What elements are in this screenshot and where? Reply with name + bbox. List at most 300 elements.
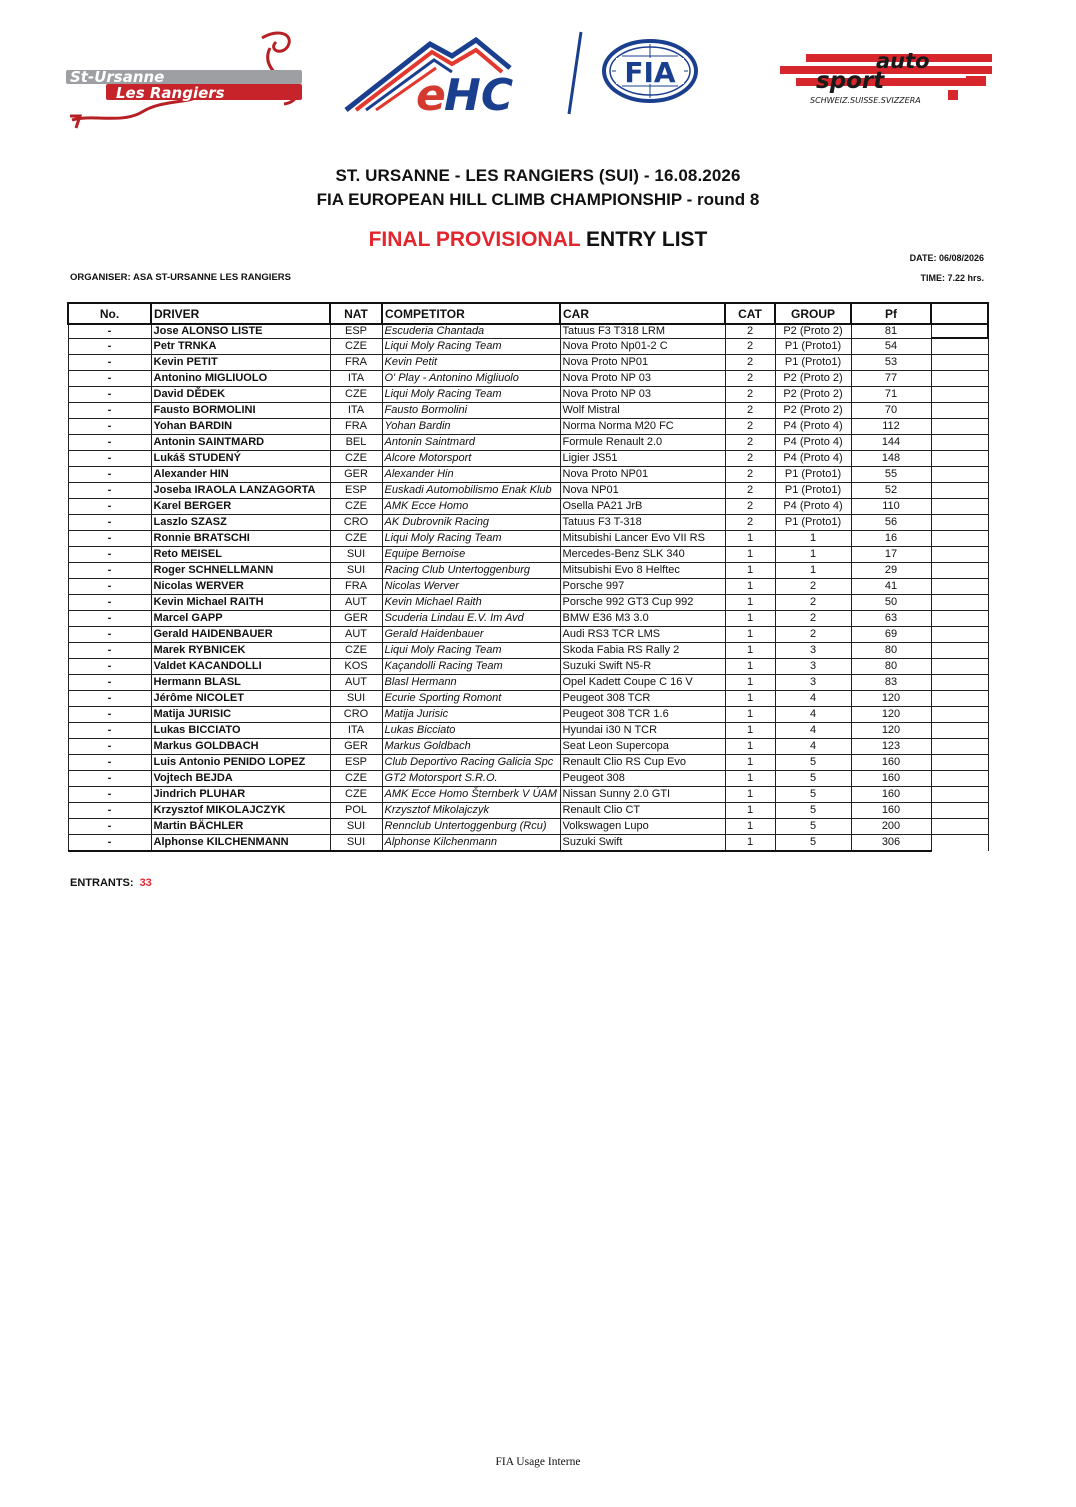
cell-nat: CZE bbox=[330, 451, 382, 467]
cell-competitor: Gerald Haidenbauer bbox=[382, 627, 560, 643]
cell-driver: Joseba IRAOLA LANZAGORTA bbox=[151, 483, 330, 499]
time-label: TIME: 7.22 hrs. bbox=[920, 273, 984, 283]
cell-extra bbox=[931, 419, 988, 435]
cell-competitor: Racing Club Untertoggenburg bbox=[382, 563, 560, 579]
cell-cat: 1 bbox=[725, 595, 775, 611]
cell-competitor: Kevin Michael Raith bbox=[382, 595, 560, 611]
cell-driver: Antonino MIGLIUOLO bbox=[151, 371, 330, 387]
cell-competitor: GT2 Motorsport S.R.O. bbox=[382, 771, 560, 787]
list-title-main: ENTRY LIST bbox=[580, 228, 708, 251]
cell-cat: 2 bbox=[725, 338, 775, 355]
entrants-label: ENTRANTS: bbox=[70, 877, 134, 889]
cell-no: - bbox=[68, 643, 151, 659]
cell-extra bbox=[931, 579, 988, 595]
cell-driver: Jindrich PLUHAR bbox=[151, 787, 330, 803]
cell-no: - bbox=[68, 419, 151, 435]
cell-car: Tatuus F3 T318 LRM bbox=[560, 324, 725, 338]
table-row bbox=[68, 723, 988, 739]
cell-car: Norma Norma M20 FC bbox=[560, 419, 725, 435]
table-row bbox=[68, 483, 988, 499]
cell-pf: 80 bbox=[851, 659, 931, 675]
table-row bbox=[68, 547, 988, 563]
cell-group: P4 (Proto 4) bbox=[775, 499, 851, 515]
col-header-extra bbox=[931, 303, 988, 324]
cell-group: 5 bbox=[775, 787, 851, 803]
table-body bbox=[68, 324, 988, 851]
cell-competitor: Euskadi Automobilismo Enak Klub bbox=[382, 483, 560, 499]
cell-nat: AUT bbox=[330, 627, 382, 643]
cell-car: Nissan Sunny 2.0 GTI bbox=[560, 787, 725, 803]
cell-extra bbox=[931, 371, 988, 387]
cell-driver: Reto MEISEL bbox=[151, 547, 330, 563]
cell-no: - bbox=[68, 338, 151, 355]
cell-cat: 1 bbox=[725, 563, 775, 579]
cell-nat: CZE bbox=[330, 499, 382, 515]
cell-group: 3 bbox=[775, 659, 851, 675]
cell-no: - bbox=[68, 691, 151, 707]
cell-extra bbox=[931, 547, 988, 563]
cell-car: Volkswagen Lupo bbox=[560, 819, 725, 835]
cell-driver: Alexander HIN bbox=[151, 467, 330, 483]
cell-pf: 144 bbox=[851, 435, 931, 451]
table-row bbox=[68, 835, 988, 852]
table-row bbox=[68, 371, 988, 387]
championship-title: FIA EUROPEAN HILL CLIMB CHAMPIONSHIP - round 8 bbox=[316, 190, 760, 209]
cell-group: P2 (Proto 2) bbox=[775, 324, 851, 338]
cell-extra bbox=[931, 595, 988, 611]
cell-group: 3 bbox=[775, 643, 851, 659]
cell-no: - bbox=[68, 803, 151, 819]
cell-car: Suzuki Swift bbox=[560, 835, 725, 852]
cell-extra bbox=[931, 611, 988, 627]
cell-cat: 1 bbox=[725, 835, 775, 852]
col-header-group: GROUP bbox=[775, 303, 851, 324]
cell-car: Tatuus F3 T-318 bbox=[560, 515, 725, 531]
cell-extra bbox=[931, 403, 988, 419]
cell-extra bbox=[931, 835, 988, 852]
entry-list-table bbox=[67, 302, 989, 852]
col-header-driver: DRIVER bbox=[151, 303, 330, 324]
table-row bbox=[68, 451, 988, 467]
organiser-label: ORGANISER: ASA ST-URSANNE LES RANGIERS bbox=[70, 272, 291, 283]
table-row bbox=[68, 355, 988, 371]
cell-nat: CZE bbox=[330, 787, 382, 803]
cell-group: P2 (Proto 2) bbox=[775, 403, 851, 419]
cell-cat: 1 bbox=[725, 819, 775, 835]
svg-text:St-Ursanne: St-Ursanne bbox=[70, 68, 165, 86]
cell-pf: 83 bbox=[851, 675, 931, 691]
cell-group: 2 bbox=[775, 579, 851, 595]
cell-no: - bbox=[68, 755, 151, 771]
cell-car: Hyundai i30 N TCR bbox=[560, 723, 725, 739]
cell-car: Porsche 992 GT3 Cup 992 bbox=[560, 595, 725, 611]
cell-nat: FRA bbox=[330, 355, 382, 371]
cell-group: P1 (Proto1) bbox=[775, 515, 851, 531]
cell-pf: 306 bbox=[851, 835, 931, 852]
cell-driver: Laszlo SZASZ bbox=[151, 515, 330, 531]
cell-car: Peugeot 308 bbox=[560, 771, 725, 787]
cell-cat: 2 bbox=[725, 467, 775, 483]
cell-nat: AUT bbox=[330, 595, 382, 611]
cell-no: - bbox=[68, 355, 151, 371]
table-row bbox=[68, 691, 988, 707]
cell-pf: 120 bbox=[851, 691, 931, 707]
cell-group: 4 bbox=[775, 739, 851, 755]
cell-cat: 2 bbox=[725, 515, 775, 531]
table-row bbox=[68, 435, 988, 451]
cell-car: Suzuki Swift N5-R bbox=[560, 659, 725, 675]
cell-car: Mercedes-Benz SLK 340 bbox=[560, 547, 725, 563]
cell-car: Porsche 997 bbox=[560, 579, 725, 595]
cell-pf: 160 bbox=[851, 803, 931, 819]
cell-pf: 63 bbox=[851, 611, 931, 627]
cell-cat: 1 bbox=[725, 755, 775, 771]
cell-group: 5 bbox=[775, 755, 851, 771]
cell-group: P1 (Proto1) bbox=[775, 338, 851, 355]
cell-driver: Hermann BLASL bbox=[151, 675, 330, 691]
cell-nat: CZE bbox=[330, 338, 382, 355]
cell-competitor: Liqui Moly Racing Team bbox=[382, 338, 560, 355]
cell-group: P2 (Proto 2) bbox=[775, 371, 851, 387]
cell-nat: SUI bbox=[330, 563, 382, 579]
cell-driver: Krzysztof MIKOLAJCZYK bbox=[151, 803, 330, 819]
logo-bar bbox=[0, 0, 1076, 150]
cell-driver: Kevin PETIT bbox=[151, 355, 330, 371]
cell-cat: 2 bbox=[725, 451, 775, 467]
cell-cat: 1 bbox=[725, 611, 775, 627]
auto-sport-logo bbox=[776, 48, 996, 110]
svg-text:auto: auto bbox=[876, 49, 930, 73]
cell-extra bbox=[931, 387, 988, 403]
cell-driver: Petr TRNKA bbox=[151, 338, 330, 355]
cell-pf: 29 bbox=[851, 563, 931, 579]
cell-no: - bbox=[68, 659, 151, 675]
cell-cat: 1 bbox=[725, 579, 775, 595]
cell-competitor: Liqui Moly Racing Team bbox=[382, 387, 560, 403]
cell-competitor: Club Deportivo Racing Galicia Spc bbox=[382, 755, 560, 771]
cell-extra bbox=[931, 451, 988, 467]
cell-cat: 2 bbox=[725, 355, 775, 371]
cell-pf: 123 bbox=[851, 739, 931, 755]
logo-divider bbox=[565, 30, 585, 116]
cell-no: - bbox=[68, 819, 151, 835]
cell-competitor: Nicolas Werver bbox=[382, 579, 560, 595]
cell-competitor: O' Play - Antonino Migliuolo bbox=[382, 371, 560, 387]
table-row bbox=[68, 755, 988, 771]
cell-extra bbox=[931, 324, 988, 338]
cell-group: 1 bbox=[775, 563, 851, 579]
table-row bbox=[68, 419, 988, 435]
cell-no: - bbox=[68, 771, 151, 787]
cell-group: 1 bbox=[775, 547, 851, 563]
cell-nat: CZE bbox=[330, 643, 382, 659]
cell-driver: Vojtech BEJDA bbox=[151, 771, 330, 787]
cell-car: Mitsubishi Evo 8 Helftec bbox=[560, 563, 725, 579]
cell-group: 3 bbox=[775, 675, 851, 691]
cell-pf: 71 bbox=[851, 387, 931, 403]
table-row bbox=[68, 324, 988, 338]
col-header-cat: CAT bbox=[725, 303, 775, 324]
cell-driver: Fausto BORMOLINI bbox=[151, 403, 330, 419]
cell-no: - bbox=[68, 483, 151, 499]
table-row bbox=[68, 563, 988, 579]
cell-nat: ESP bbox=[330, 483, 382, 499]
col-header-no: No. bbox=[68, 303, 151, 324]
col-header-competitor: COMPETITOR bbox=[382, 303, 560, 324]
cell-no: - bbox=[68, 595, 151, 611]
cell-extra bbox=[931, 803, 988, 819]
list-title-status: FINAL PROVISIONAL bbox=[368, 228, 581, 251]
cell-extra bbox=[931, 707, 988, 723]
cell-extra bbox=[931, 627, 988, 643]
table-row bbox=[68, 707, 988, 723]
cell-pf: 160 bbox=[851, 771, 931, 787]
cell-competitor: Krzysztof Mikolajczyk bbox=[382, 803, 560, 819]
table-row bbox=[68, 739, 988, 755]
cell-car: BMW E36 M3 3.0 bbox=[560, 611, 725, 627]
cell-cat: 1 bbox=[725, 627, 775, 643]
cell-driver: Lukas BICCIATO bbox=[151, 723, 330, 739]
cell-pf: 120 bbox=[851, 723, 931, 739]
cell-pf: 70 bbox=[851, 403, 931, 419]
cell-extra bbox=[931, 499, 988, 515]
cell-extra bbox=[931, 723, 988, 739]
cell-group: 5 bbox=[775, 835, 851, 852]
cell-competitor: Kevin Petit bbox=[382, 355, 560, 371]
cell-car: Nova Proto NP 03 bbox=[560, 371, 725, 387]
cell-group: 5 bbox=[775, 819, 851, 835]
cell-cat: 2 bbox=[725, 387, 775, 403]
cell-extra bbox=[931, 755, 988, 771]
cell-group: P4 (Proto 4) bbox=[775, 435, 851, 451]
cell-no: - bbox=[68, 627, 151, 643]
col-header-nat: NAT bbox=[330, 303, 382, 324]
cell-cat: 1 bbox=[725, 531, 775, 547]
cell-nat: AUT bbox=[330, 675, 382, 691]
cell-cat: 1 bbox=[725, 723, 775, 739]
cell-group: 4 bbox=[775, 723, 851, 739]
cell-nat: CZE bbox=[330, 387, 382, 403]
cell-group: 2 bbox=[775, 627, 851, 643]
table-row bbox=[68, 499, 988, 515]
cell-no: - bbox=[68, 467, 151, 483]
cell-no: - bbox=[68, 547, 151, 563]
cell-car: Renault Clio CT bbox=[560, 803, 725, 819]
cell-pf: 17 bbox=[851, 547, 931, 563]
table-row bbox=[68, 771, 988, 787]
svg-text:e: e bbox=[416, 70, 446, 118]
cell-group: 5 bbox=[775, 771, 851, 787]
cell-no: - bbox=[68, 531, 151, 547]
ehc-logo bbox=[340, 26, 560, 118]
cell-driver: Kevin Michael RAITH bbox=[151, 595, 330, 611]
cell-car: Skoda Fabia RS Rally 2 bbox=[560, 643, 725, 659]
table-row bbox=[68, 515, 988, 531]
cell-cat: 2 bbox=[725, 499, 775, 515]
cell-competitor: Kaçandolli Racing Team bbox=[382, 659, 560, 675]
date-label: DATE: 06/08/2026 bbox=[909, 253, 984, 263]
cell-extra bbox=[931, 563, 988, 579]
cell-extra bbox=[931, 531, 988, 547]
footer-classification: FIA Usage Interne bbox=[495, 1456, 581, 1468]
cell-car: Wolf Mistral bbox=[560, 403, 725, 419]
st-ursanne-logo bbox=[62, 24, 312, 136]
cell-driver: Valdet KACANDOLLI bbox=[151, 659, 330, 675]
cell-driver: Roger SCHNELLMANN bbox=[151, 563, 330, 579]
table-row bbox=[68, 579, 988, 595]
cell-car: Nova NP01 bbox=[560, 483, 725, 499]
fia-logo bbox=[600, 38, 700, 104]
cell-car: Mitsubishi Lancer Evo VII RS bbox=[560, 531, 725, 547]
cell-group: P2 (Proto 2) bbox=[775, 387, 851, 403]
cell-nat: ESP bbox=[330, 755, 382, 771]
cell-pf: 148 bbox=[851, 451, 931, 467]
cell-extra bbox=[931, 691, 988, 707]
svg-text:HC: HC bbox=[444, 70, 514, 118]
table-row bbox=[68, 387, 988, 403]
cell-no: - bbox=[68, 723, 151, 739]
cell-driver: Marcel GAPP bbox=[151, 611, 330, 627]
cell-cat: 1 bbox=[725, 691, 775, 707]
table-row bbox=[68, 531, 988, 547]
cell-no: - bbox=[68, 371, 151, 387]
entrants-count: 33 bbox=[139, 877, 152, 889]
cell-pf: 160 bbox=[851, 787, 931, 803]
cell-driver: Ronnie BRATSCHI bbox=[151, 531, 330, 547]
cell-competitor: Fausto Bormolini bbox=[382, 403, 560, 419]
cell-driver: Luis Antonio PENIDO LOPEZ bbox=[151, 755, 330, 771]
table-header-row bbox=[68, 303, 988, 324]
table-row bbox=[68, 595, 988, 611]
cell-competitor: Matija Jurisic bbox=[382, 707, 560, 723]
cell-cat: 2 bbox=[725, 483, 775, 499]
table-row bbox=[68, 675, 988, 691]
cell-nat: BEL bbox=[330, 435, 382, 451]
cell-pf: 41 bbox=[851, 579, 931, 595]
cell-driver: Markus GOLDBACH bbox=[151, 739, 330, 755]
cell-nat: SUI bbox=[330, 819, 382, 835]
col-header-pf: Pf bbox=[851, 303, 931, 324]
cell-competitor: Lukas Bicciato bbox=[382, 723, 560, 739]
cell-car: Ligier JS51 bbox=[560, 451, 725, 467]
cell-driver: Matija JURISIC bbox=[151, 707, 330, 723]
cell-cat: 1 bbox=[725, 803, 775, 819]
cell-nat: FRA bbox=[330, 419, 382, 435]
cell-car: Nova Proto NP 03 bbox=[560, 387, 725, 403]
cell-cat: 1 bbox=[725, 739, 775, 755]
cell-pf: 110 bbox=[851, 499, 931, 515]
cell-competitor: Equipe Bernoise bbox=[382, 547, 560, 563]
cell-cat: 2 bbox=[725, 403, 775, 419]
cell-extra bbox=[931, 515, 988, 531]
cell-car: Seat Leon Supercopa bbox=[560, 739, 725, 755]
cell-pf: 200 bbox=[851, 819, 931, 835]
entrants-summary bbox=[70, 877, 152, 889]
cell-competitor: Yohan Bardin bbox=[382, 419, 560, 435]
cell-pf: 16 bbox=[851, 531, 931, 547]
cell-no: - bbox=[68, 563, 151, 579]
table-row bbox=[68, 819, 988, 835]
cell-driver: David DĚDEK bbox=[151, 387, 330, 403]
table-row bbox=[68, 787, 988, 803]
svg-text:FIA: FIA bbox=[624, 56, 676, 89]
cell-cat: 1 bbox=[725, 787, 775, 803]
cell-nat: POL bbox=[330, 803, 382, 819]
cell-pf: 52 bbox=[851, 483, 931, 499]
cell-cat: 2 bbox=[725, 371, 775, 387]
cell-competitor: Scuderia Lindau E.V. Im Avd bbox=[382, 611, 560, 627]
event-title: ST. URSANNE - LES RANGIERS (SUI) - 16.08.2026 bbox=[335, 166, 741, 185]
cell-nat: CZE bbox=[330, 531, 382, 547]
cell-no: - bbox=[68, 324, 151, 338]
cell-car: Formule Renault 2.0 bbox=[560, 435, 725, 451]
cell-competitor: Alcore Motorsport bbox=[382, 451, 560, 467]
cell-driver: Lukáš STUDENÝ bbox=[151, 451, 330, 467]
cell-nat: SUI bbox=[330, 691, 382, 707]
cell-pf: 77 bbox=[851, 371, 931, 387]
cell-driver: Nicolas WERVER bbox=[151, 579, 330, 595]
cell-competitor: Blasl Hermann bbox=[382, 675, 560, 691]
cell-competitor: Rennclub Untertoggenburg (Rcu) bbox=[382, 819, 560, 835]
cell-extra bbox=[931, 483, 988, 499]
cell-pf: 81 bbox=[851, 324, 931, 338]
cell-nat: GER bbox=[330, 611, 382, 627]
svg-text:sport: sport bbox=[816, 68, 885, 94]
cell-no: - bbox=[68, 835, 151, 852]
cell-car: Renault Clio RS Cup Evo bbox=[560, 755, 725, 771]
cell-extra bbox=[931, 787, 988, 803]
table-row bbox=[68, 338, 988, 355]
cell-pf: 54 bbox=[851, 338, 931, 355]
cell-nat: SUI bbox=[330, 835, 382, 852]
cell-cat: 1 bbox=[725, 659, 775, 675]
cell-cat: 1 bbox=[725, 771, 775, 787]
table-row bbox=[68, 643, 988, 659]
cell-nat: GER bbox=[330, 739, 382, 755]
cell-driver: Antonin SAINTMARD bbox=[151, 435, 330, 451]
cell-cat: 1 bbox=[725, 643, 775, 659]
cell-no: - bbox=[68, 611, 151, 627]
cell-car: Nova Proto NP01 bbox=[560, 355, 725, 371]
cell-driver: Marek RYBNICEK bbox=[151, 643, 330, 659]
cell-pf: 120 bbox=[851, 707, 931, 723]
cell-extra bbox=[931, 643, 988, 659]
cell-group: P4 (Proto 4) bbox=[775, 451, 851, 467]
cell-nat: ITA bbox=[330, 723, 382, 739]
cell-competitor: Liqui Moly Racing Team bbox=[382, 643, 560, 659]
cell-nat: CRO bbox=[330, 707, 382, 723]
cell-no: - bbox=[68, 499, 151, 515]
cell-no: - bbox=[68, 675, 151, 691]
cell-car: Nova Proto Np01-2 C bbox=[560, 338, 725, 355]
cell-nat: ITA bbox=[330, 403, 382, 419]
cell-no: - bbox=[68, 403, 151, 419]
cell-extra bbox=[931, 338, 988, 355]
cell-competitor: AMK Ecce Homo Šternberk V ÚAM bbox=[382, 787, 560, 803]
cell-extra bbox=[931, 355, 988, 371]
cell-pf: 69 bbox=[851, 627, 931, 643]
cell-extra bbox=[931, 771, 988, 787]
cell-group: P1 (Proto1) bbox=[775, 483, 851, 499]
cell-cat: 1 bbox=[725, 675, 775, 691]
cell-no: - bbox=[68, 451, 151, 467]
cell-pf: 53 bbox=[851, 355, 931, 371]
cell-driver: Gerald HAIDENBAUER bbox=[151, 627, 330, 643]
cell-competitor: AMK Ecce Homo bbox=[382, 499, 560, 515]
cell-extra bbox=[931, 675, 988, 691]
cell-no: - bbox=[68, 387, 151, 403]
cell-group: 5 bbox=[775, 803, 851, 819]
